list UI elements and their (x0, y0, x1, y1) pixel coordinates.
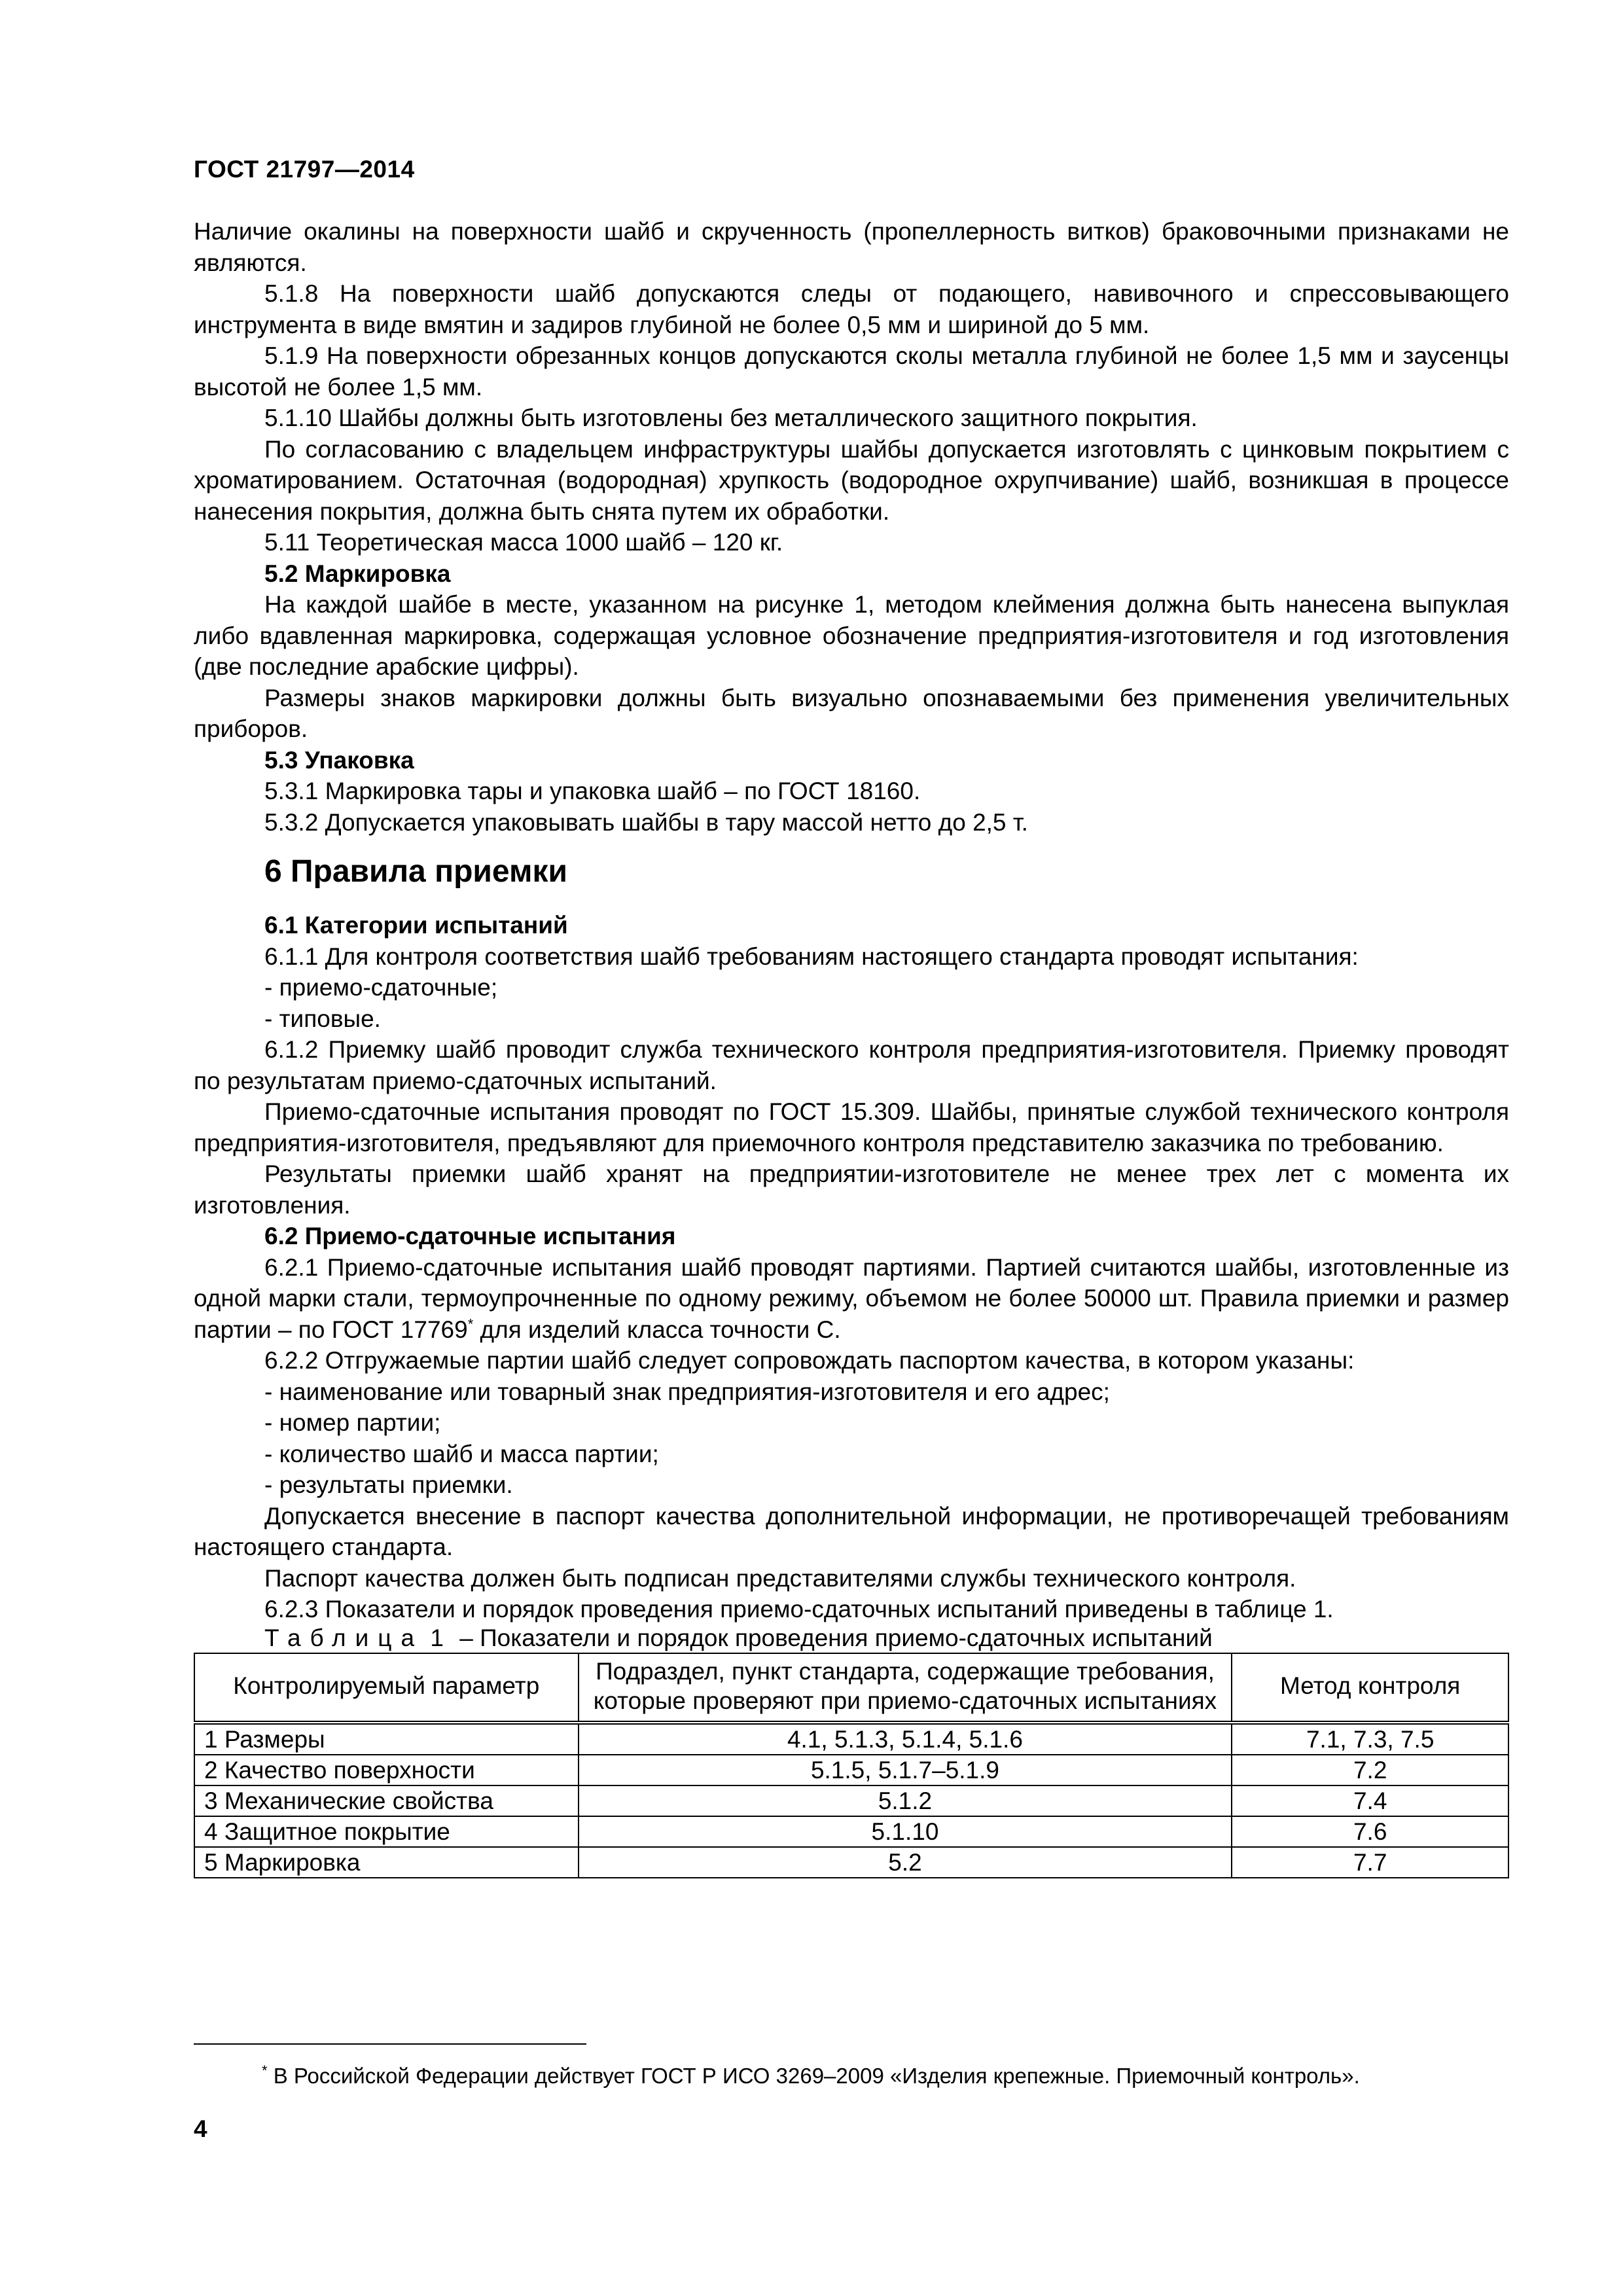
paragraph (194, 1252, 1509, 1346)
footnote-divider (194, 2043, 586, 2045)
table-header-cell: Метод контроля (1232, 1653, 1508, 1723)
paragraph: 6.2.2 Отгружаемые партии шайб следует сопровождать паспортом качества, в котором указаны: (264, 1347, 1355, 1374)
table-cell: 7.7 (1232, 1847, 1508, 1878)
table-cell: 5.1.10 (579, 1816, 1232, 1847)
paragraph: На каждой шайбе в месте, указанном на рисунке 1, методом клеймения должна быть нанесена выпуклая либо вдавленная маркировка, содержащая условное обозначение предприятия-изготовителя и год изготовления (две последние арабские цифры). (194, 591, 1509, 680)
paragraph: Наличие окалины на поверхности шайб и скрученность (пропеллерность витков) браковочными признаками не являются. (194, 218, 1509, 276)
paragraph-text: 6.2.1 Приемо-сдаточные испытания шайб проводят партиями. Партией считаются шайбы, изготовленные из одной марки стали, термоупрочненные по одному режиму, объемом не более 50000 шт. Правила приемки и размер партии – по ГОСТ 17769 (194, 1253, 1509, 1343)
table-cell: 5.1.2 (579, 1785, 1232, 1816)
paragraph: 5.3.2 Допускается упаковывать шайбы в тару массой нетто до 2,5 т. (264, 808, 1028, 836)
paragraph: Результаты приемки шайб хранят на предприятии-изготовителе не менее трех лет с момента их изготовления. (194, 1160, 1509, 1219)
paragraph-text: для изделий класса точности С. (473, 1316, 841, 1343)
list-item: - типовые. (264, 1005, 381, 1032)
paragraph: Размеры знаков маркировки должны быть визуально опознаваемыми без применения увеличительных приборов. (194, 684, 1509, 742)
list-item: - приемо-сдаточные; (264, 974, 498, 1001)
table-cell: 5.1.5, 5.1.7–5.1.9 (579, 1755, 1232, 1785)
paragraph: 5.11 Теоретическая масса 1000 шайб – 120 кг. (264, 529, 783, 556)
document-body (194, 216, 1509, 1878)
table-cell: 7.2 (1232, 1755, 1508, 1785)
footnote-reference: * (467, 1316, 474, 1333)
footnote-mark: * (262, 2062, 268, 2079)
table-header-cell: Контролируемый параметр (194, 1653, 579, 1723)
table-cell: 7.4 (1232, 1785, 1508, 1816)
table-cell: 2 Качество поверхности (194, 1755, 579, 1785)
table-row (194, 1785, 1508, 1816)
table-cell: 7.1, 7.3, 7.5 (1232, 1723, 1508, 1755)
table-cell: 1 Размеры (194, 1723, 579, 1755)
paragraph: 6.1.2 Приемку шайб проводит служба технического контроля предприятия-изготовителя. Приемку проводят по результатам приемо-сдаточных испытаний. (194, 1036, 1509, 1094)
paragraph: Допускается внесение в паспорт качества дополнительной информации, не противоречащей требованиям настоящего стандарта. (194, 1502, 1509, 1560)
paragraph: 5.1.8 На поверхности шайб допускаются следы от подающего, навивочного и спрессовывающего инструмента в виде вмятин и задиров глубиной не более 0,5 мм и шириной до 5 мм. (194, 280, 1509, 338)
table-cell: 4 Защитное покрытие (194, 1816, 579, 1847)
table-caption-number: 1 (430, 1624, 453, 1651)
paragraph: Паспорт качества должен быть подписан представителями службы технического контроля. (264, 1564, 1296, 1592)
table-cell: 7.6 (1232, 1816, 1508, 1847)
list-item: - наименование или товарный знак предприятия-изготовителя и его адрес; (264, 1378, 1110, 1405)
subsection-heading: 6.2 Приемо-сдаточные испытания (264, 1223, 676, 1249)
footnote (194, 2056, 1509, 2090)
table-header-row (194, 1653, 1508, 1723)
paragraph: Приемо-сдаточные испытания проводят по ГОСТ 15.309. Шайбы, принятые службой технического контроля предприятия-изготовителя, предъявляют для приемочного контроля представителю заказчика по требованию. (194, 1098, 1509, 1157)
list-item: - результаты приемки. (264, 1471, 513, 1498)
acceptance-tests-table (194, 1653, 1509, 1878)
table-row (194, 1816, 1508, 1847)
paragraph: 6.2.3 Показатели и порядок проведения приемо-сдаточных испытаний приведены в таблице 1. (264, 1596, 1334, 1623)
section-heading: 6 Правила приемки (264, 854, 568, 889)
table-row (194, 1755, 1508, 1785)
subsection-heading: 6.1 Категории испытаний (264, 912, 568, 939)
document-header: ГОСТ 21797—2014 (194, 156, 415, 183)
paragraph: 5.1.10 Шайбы должны быть изготовлены без металлического защитного покрытия. (264, 404, 1198, 431)
page-number: 4 (194, 2115, 207, 2142)
list-item: - количество шайб и масса партии; (264, 1440, 659, 1467)
paragraph: 5.3.1 Маркировка тары и упаковка шайб – по ГОСТ 18160. (264, 778, 921, 804)
paragraph: 6.1.1 Для контроля соответствия шайб требованиям настоящего стандарта проводят испытания: (264, 942, 1359, 970)
table-cell: 3 Механические свойства (194, 1785, 579, 1816)
subsection-heading: 5.3 Упаковка (264, 746, 414, 774)
table-caption-word: Таблица (264, 1624, 424, 1651)
table-row (194, 1847, 1508, 1878)
list-item: - номер партии; (264, 1409, 441, 1436)
table-row (194, 1723, 1508, 1755)
table-cell: 4.1, 5.1.3, 5.1.4, 5.1.6 (579, 1723, 1232, 1755)
table-header-cell: Подраздел, пункт стандарта, содержащие требования, которые проверяют при приемо-сдаточных испытаниях (579, 1653, 1232, 1723)
table-caption (194, 1625, 1509, 1651)
table-cell: 5.2 (579, 1847, 1232, 1878)
subsection-heading: 5.2 Маркировка (264, 560, 451, 587)
table-cell: 5 Маркировка (194, 1847, 579, 1878)
paragraph: 5.1.9 На поверхности обрезанных концов допускаются сколы металла глубиной не более 1,5 мм и заусенцы высотой не более 1,5 мм. (194, 342, 1509, 401)
footnote-text: В Российской Федерации действует ГОСТ Р ИСО 3269–2009 «Изделия крепежные. Приемочный контроль». (267, 2064, 1360, 2088)
table-caption-text: – Показатели и порядок проведения приемо-сдаточных испытаний (452, 1624, 1213, 1651)
paragraph: По согласованию с владельцем инфраструктуры шайбы допускается изготовлять с цинковым покрытием с хроматированием. Остаточная (водородная) хрупкость (водородное охрупчивание) шайб, возникшая в процессе нанесения покрытия, должна быть снята путем их обработки. (194, 435, 1509, 525)
